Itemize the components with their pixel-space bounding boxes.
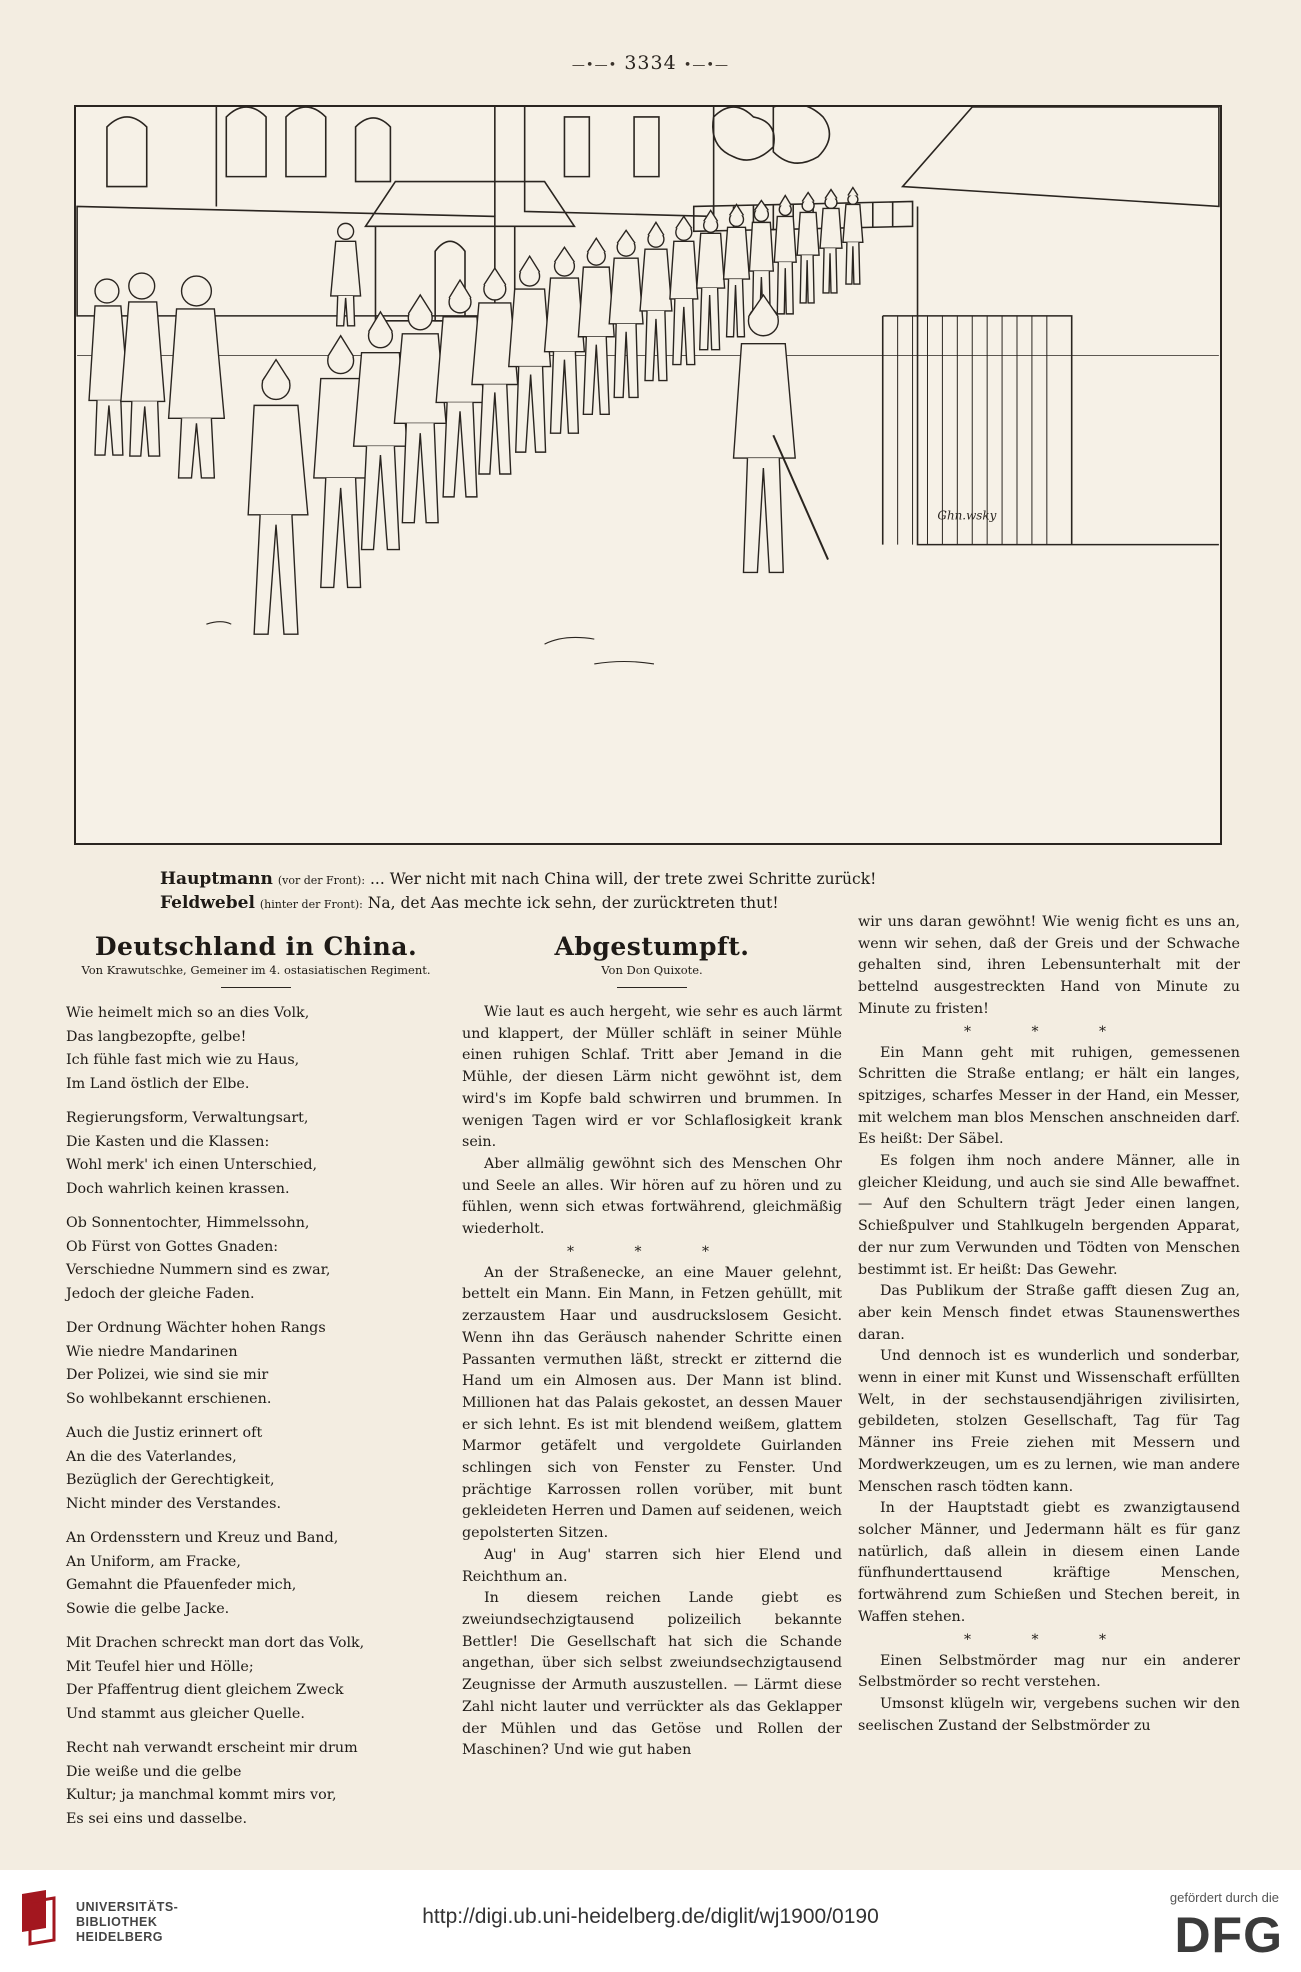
paragraph: Das Publikum der Straße gafft diesen Zug an, aber kein Mensch findet etwas Staunenswerthes daran.: [858, 1283, 1240, 1343]
illustration-caption: [160, 868, 1160, 916]
university-name-line: BIBLIOTHEK: [76, 1915, 158, 1929]
poem-stanza: [66, 1737, 446, 1831]
soldier: [670, 216, 698, 364]
poem-line: Auch die Justiz erinnert oft: [66, 1425, 263, 1441]
essay-body-col3: [858, 912, 1240, 1737]
poem-stanza: [66, 1002, 446, 1096]
paragraph: wir uns daran gewöhnt! Wie wenig ficht es uns an, wenn wir sehen, daß der Greis und der Schwache gehalten sind, ihren Lebensunterhalt mit der bettelnd ausgestreckten Hand von Minute zu Minute zu fristen!: [858, 914, 1240, 1017]
poem-line: Der Pfaffentrug dient gleichem Zweck: [66, 1682, 344, 1698]
captain: [734, 295, 828, 572]
paragraph: Aug' in Aug' starren sich hier Elend und Reichthum an.: [462, 1546, 842, 1585]
illustration-soldiers: [74, 105, 1222, 845]
poem-line: Ob Fürst von Gottes Gnaden:: [66, 1238, 279, 1255]
poem-line: Ich fühle fast mich wie zu Haus,: [66, 1052, 300, 1068]
caption-speaker-1: Hauptmann: [160, 869, 273, 889]
tree: [713, 107, 774, 160]
dfg-logo[interactable]: DFG: [1174, 1907, 1283, 1963]
soldier: [820, 190, 842, 293]
soldier-column: [89, 188, 863, 635]
illustration-drawing: [76, 107, 1220, 843]
university-name-line: UNIVERSITÄTS-: [76, 1900, 179, 1914]
poem-line: Und stammt aus gleicher Quelle.: [66, 1705, 305, 1722]
essay-byline: Von Don Quixote.: [601, 963, 703, 977]
poem-line: Kultur; ja manchmal kommt mirs vor,: [66, 1787, 337, 1803]
ornament-left: —•—•: [571, 58, 618, 73]
soldier: [724, 204, 750, 336]
poem-line: Regierungsform, Verwaltungsart,: [66, 1110, 309, 1126]
paragraph: Ein Mann geht mit ruhigen, gemessenen Schritten die Straße entlang; er hält ein langes, spitziges, scharfes Messer in der Hand, ein Messer, mit welchem man blos Menschen anschneiden darf. Es heißt: Der Säbel.: [858, 1044, 1240, 1148]
caption-speaker-2: Feldwebel: [160, 893, 255, 913]
poem-line: Nicht minder des Verstandes.: [66, 1495, 282, 1512]
section-separator: * * *: [964, 1023, 1134, 1040]
paragraph: Es folgen ihm noch andere Männer, alle in gleicher Kleidung, und auch sie sind Alle bewaffnet. — Auf den Schultern trägt Jeder einen langen, Schießpulver und Stahlkugeln bergenden Apparat, der nur zum Verwunden und Tödten von Menschen bestimmt ist. Er heißt: Das Gewehr.: [858, 1153, 1240, 1278]
paragraph: Und dennoch ist es wunderlich und sonderbar, wenn in einer mit Kunst und Wissenschaft erfüllten Welt, in der sechstausendjährigen zivilisirten, gebildeten, stolzen Gesellschaft, Tag für Tag Männer ins Freie ziehen mit Messern und Mordwerkzeugen, um es zu lernen, wie man andere Menschen rasch tödten kann.: [858, 1348, 1240, 1495]
poem-stanza: [66, 1107, 446, 1201]
poem-line: Gemahnt die Pfauenfeder mich,: [66, 1577, 297, 1593]
poem-line: Bezüglich der Gerechtigkeit,: [66, 1472, 275, 1488]
poem-stanza: [66, 1422, 446, 1516]
funding-label: gefördert durch die: [1169, 1890, 1279, 1905]
tree: [773, 107, 829, 163]
essay-body-col2: [462, 1002, 842, 1762]
soldier: [578, 238, 614, 414]
poem-line: Der Polizei, wie sind sie mir: [66, 1367, 269, 1383]
poem-byline: Von Krawutschke, Gemeiner im 4. ostasiatischen Regiment.: [81, 963, 431, 977]
soldier: [545, 247, 585, 433]
poem-stanza: [66, 1527, 446, 1621]
soldier: [354, 312, 408, 550]
poem-stanza: [66, 1317, 446, 1411]
paragraph: Einen Selbstmörder mag nur ein anderer Selbstmörder so recht verstehen.: [858, 1652, 1240, 1691]
poem-line: Wie heimelt mich so an dies Volk,: [66, 1005, 310, 1021]
caption-note-2: (hinter der Front):: [259, 898, 363, 911]
university-name-line: HEIDELBERG: [76, 1930, 163, 1944]
poem-line: Wohl merk' ich einen Unterschied,: [66, 1157, 318, 1173]
soldier: [640, 222, 672, 380]
poem-line: Recht nah verwandt erscheint mir drum: [66, 1740, 358, 1756]
essay-title: Abgestumpft.: [554, 932, 750, 961]
officer-group: [89, 273, 224, 478]
artist-signature: Ghn.wsky: [937, 508, 997, 523]
paragraph: In diesem reichen Lande giebt es zweiundsechzigtausend polizeilich bekannte Bettler! Die Gesellschaft hat sich die Schande angethan, über sich selbst zweiundsechzigtausend Zeugnisse der Armuth auszustellen. — Lärmt diese Zahl nicht lauter und verrückter als das Geklapper der Mühlen und das Getöse und Rollen der Maschinen? Und wie gut haben: [462, 1590, 842, 1759]
essay-column-2: [858, 912, 1240, 1737]
divider: [617, 987, 687, 988]
soldier: [609, 230, 643, 397]
background-wall: [525, 107, 714, 216]
poem-line: Die weiße und die gelbe: [66, 1763, 242, 1780]
paragraph: Wie laut es auch hergeht, wie sehr es auch lärmt und klappert, der Müller schläft in seiner Mühle einen ruhigen Schlaf. Tritt aber Jemand in die Mühle, der diesen Lärm nicht gewöhnt ist, dem wird's im Kopfe bald schwirren und brummen. In wenigen Tagen wird er vor Schlaflosigkeit krank sein.: [462, 1004, 842, 1151]
section-separator: * * *: [567, 1243, 737, 1260]
soldier: [248, 360, 308, 635]
house-right: [903, 107, 1219, 206]
poem-line: Mit Drachen schreckt man dort das Volk,: [66, 1635, 365, 1651]
poem-line: Doch wahrlich keinen krassen.: [66, 1180, 290, 1197]
ornament-right: •—•—: [683, 58, 730, 73]
poem-line: Sowie die gelbe Jacke.: [66, 1600, 230, 1617]
soldier: [472, 268, 518, 474]
soldier: [394, 295, 446, 523]
soldier: [797, 193, 819, 303]
soldier: [436, 280, 484, 497]
divider: [221, 987, 291, 988]
poem-stanzas: [66, 1002, 446, 1831]
paragraph: Umsonst klügeln wir, vergebens suchen wir den seelischen Zustand der Selbstmörder zu: [858, 1695, 1240, 1734]
poem-stanza: [66, 1212, 446, 1306]
section-separator: * * *: [964, 1631, 1134, 1648]
poem-line: An die des Vaterlandes,: [66, 1448, 237, 1465]
poem-line: Im Land östlich der Elbe.: [66, 1075, 250, 1092]
essay-column-1: [462, 932, 842, 1762]
poem-line: Es sei eins und dasselbe.: [66, 1810, 248, 1827]
poem-line: Verschiedne Nummern sind es zwar,: [66, 1262, 331, 1278]
poem-title: Deutschland in China.: [94, 932, 418, 961]
viewer-footer: [0, 1870, 1301, 1972]
poem-line: Der Ordnung Wächter hohen Rangs: [66, 1320, 326, 1336]
caption-note-1: (vor der Front):: [277, 874, 366, 887]
poem-line: Jedoch der gleiche Faden.: [66, 1285, 255, 1302]
paragraph: An der Straßenecke, an eine Mauer gelehnt, bettelt ein Mann. Ein Mann, in Fetzen gehüllt, mit zerzaustem Haar und ausdruckslosem Gesicht. Wenn ihn das Geräusch nahender Schritte einen Passanten vermuthen läßt, streckt er zitternd die Hand um ein Almosen aus. Der Mann ist blind. Millionen hat das Palais gekostet, an dessen Mauer er sich lehnt. Es ist mit blendend weißem, glattem Marmor getäfelt und vergoldete Guirlanden schlingen sich von Fenster zu Fenster. Und prächtige Karrossen rollen vorüber, mit bunt gekleideten Herren und Damen auf seidenen, weich gepolsterten Sitzen.: [462, 1264, 842, 1542]
poem-line: Das langbezopfte, gelbe!: [66, 1028, 247, 1045]
document-url[interactable]: http://digi.ub.uni-heidelberg.de/diglit/wj1900/0190: [422, 1905, 879, 1928]
poem-line: Ob Sonnentochter, Himmelssohn,: [66, 1215, 310, 1231]
poem-column: [66, 932, 446, 1842]
poem-line: Die Kasten und die Klassen:: [66, 1133, 270, 1150]
poem-line: Mit Teufel hier und Hölle;: [66, 1658, 254, 1675]
sentry: [331, 223, 361, 325]
poem-stanza: [66, 1632, 446, 1726]
poem-line: An Ordensstern und Kreuz und Band,: [66, 1530, 339, 1546]
poem-line: So wohlbekannt erschienen.: [66, 1390, 272, 1407]
caption-text-2: Na, det Aas mechte ick sehn, der zurücktreten thut!: [367, 894, 779, 912]
poem-line: An Uniform, am Fracke,: [66, 1553, 241, 1570]
caption-line-1: [160, 868, 1160, 892]
paragraph: Aber allmälig gewöhnt sich des Menschen Ohr und Seele an alles. Wir hören auf zu hören und zu fühlen, wenn sich etwas fortwährend, gleichmäßig wiederholt.: [462, 1155, 842, 1238]
page-number-text: 3334: [624, 52, 677, 74]
poem-line: Wie niedre Mandarinen: [66, 1343, 238, 1360]
page-number: [0, 52, 1301, 74]
caption-text-1: ... Wer nicht mit nach China will, der trete zwei Schritte zurück!: [370, 870, 877, 888]
paragraph: In der Hauptstadt giebt es zwanzigtausend solcher Männer, und Jedermann hält es für ganz natürlich, daß allein in diesem einen Lande fünfhunderttausend kräftige Menschen, fortwährend zum Schießen und Stechen bereit, in Waffen stehen.: [858, 1500, 1240, 1625]
